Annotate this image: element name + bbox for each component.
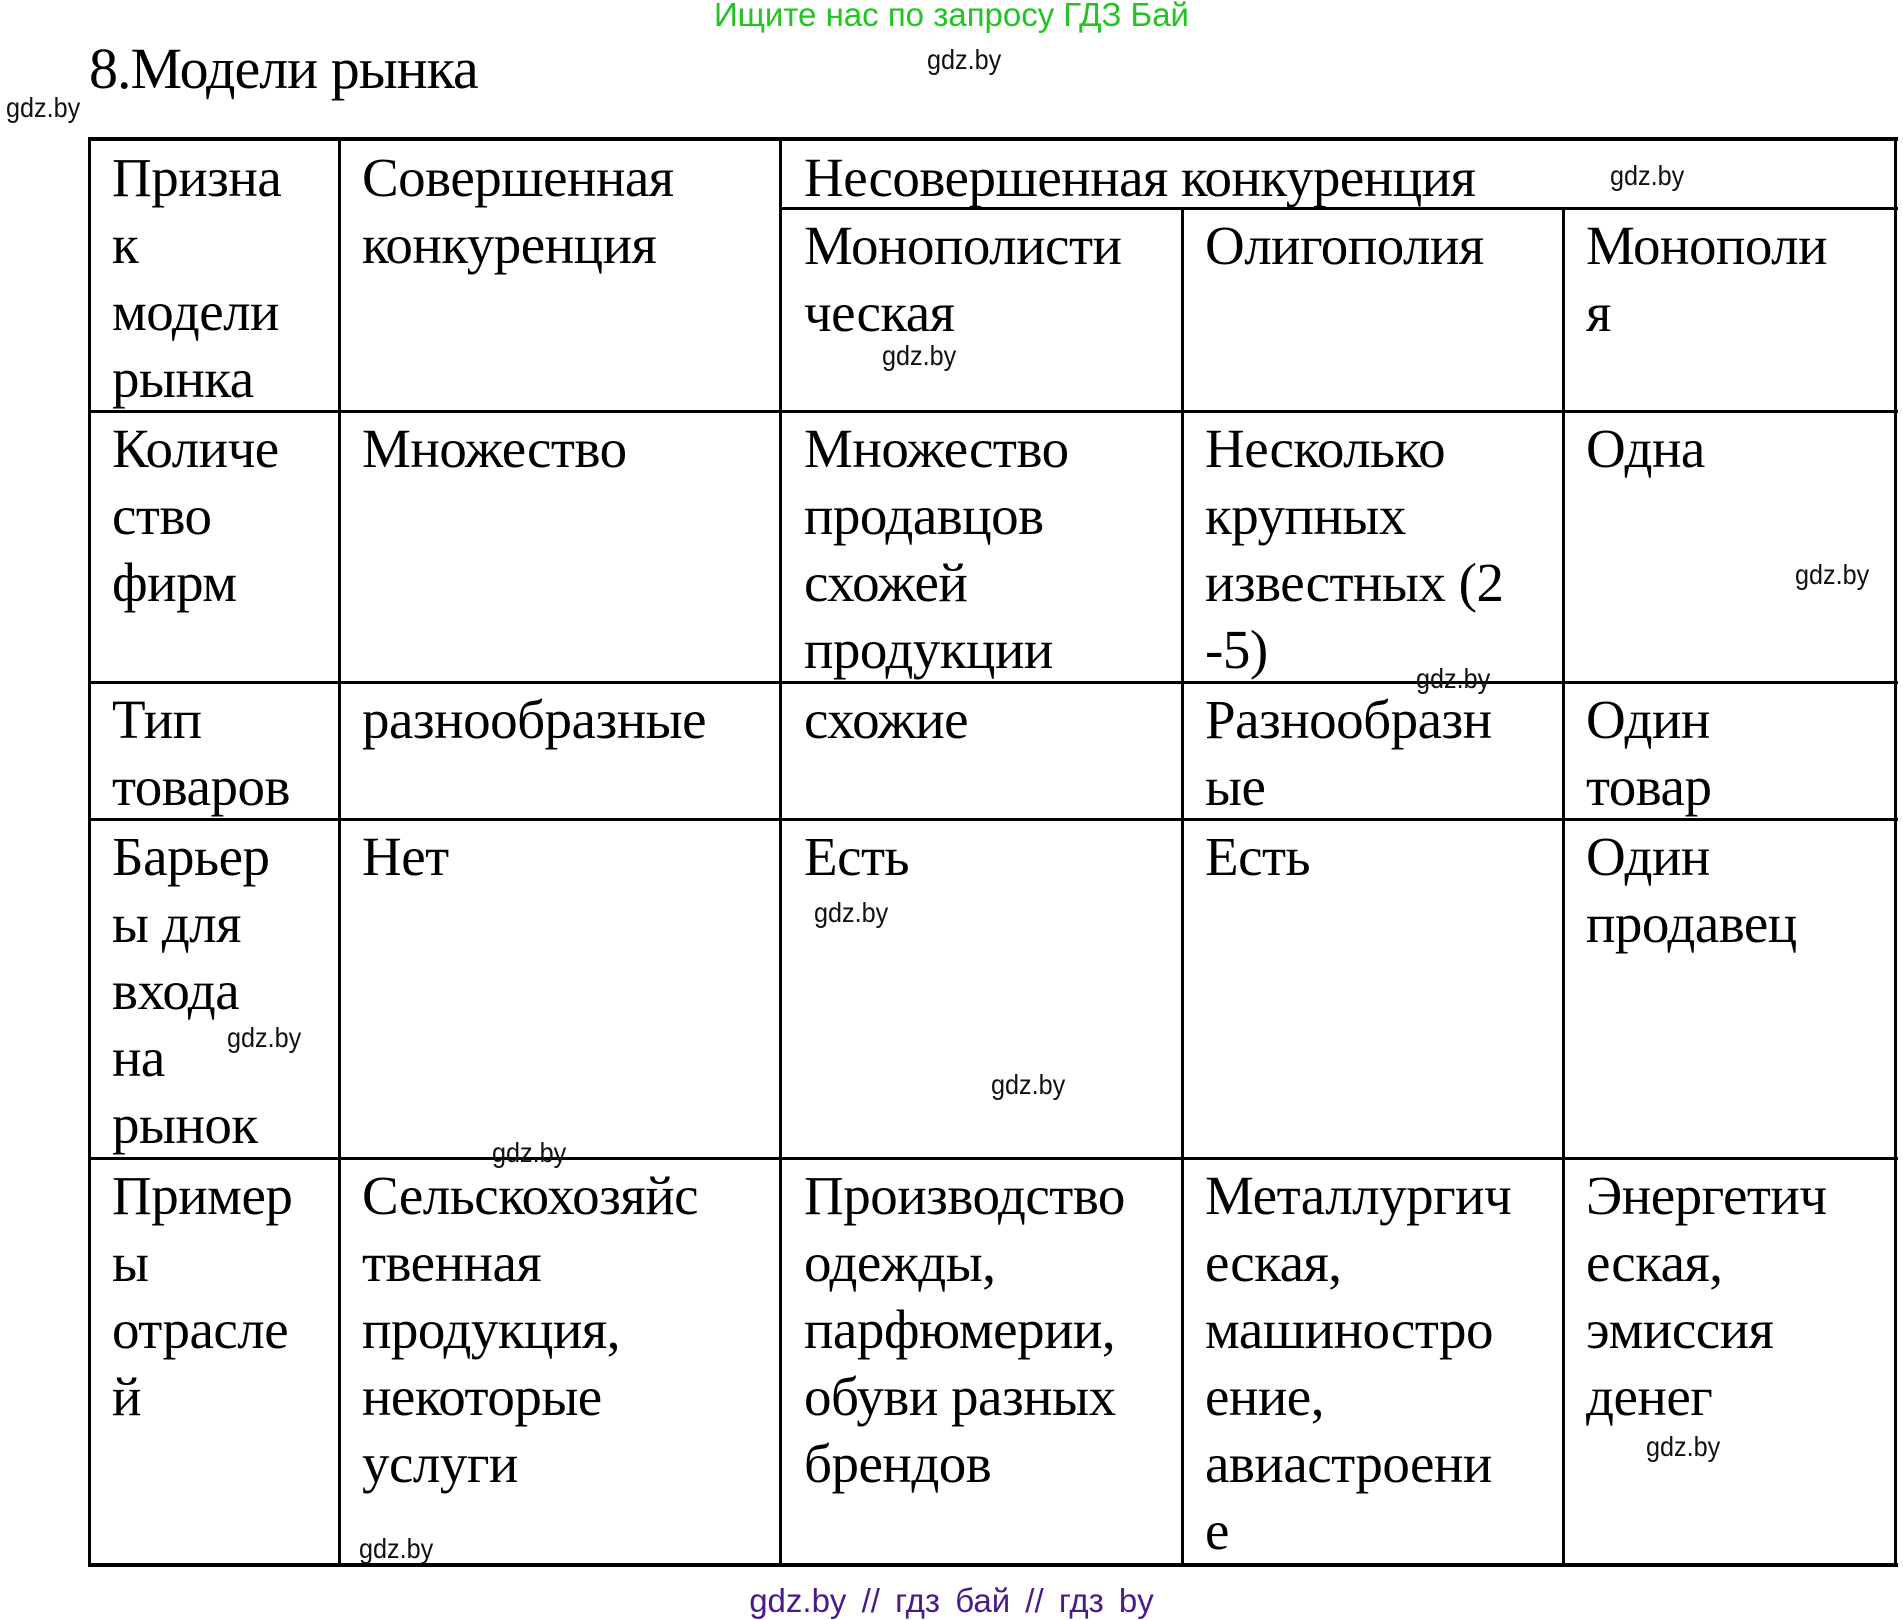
table-border-top (89, 137, 1898, 141)
top-banner: Ищите нас по запросу ГДЗ Бай (714, 0, 1189, 33)
row-oligopoly: Есть (1205, 826, 1311, 887)
watermark: gdz.by (991, 1069, 1066, 1100)
row-monopoly: Один товар (1586, 689, 1712, 817)
bottom-banner: gdz.by // гдз бай // гдз by (749, 1582, 1154, 1619)
watermark: gdz.by (227, 1022, 302, 1053)
watermark: gdz.by (927, 44, 1002, 75)
row-monopoly: Энергетич еская, эмиссия денег (1586, 1165, 1827, 1427)
table-divider (1894, 137, 1897, 1567)
table-divider (779, 137, 782, 1567)
watermark: gdz.by (1646, 1431, 1721, 1462)
row-perfect: Сельскохозяйс твенная продукция, некоторые услуги (362, 1165, 699, 1494)
table-divider (338, 137, 341, 1567)
header-imperfect-competition: Несовершенная конкуренция (804, 147, 1476, 208)
row-monopolistic: схожие (804, 689, 969, 750)
row-perfect: Множество (362, 418, 627, 479)
page-title: 8.Модели рынка (89, 36, 478, 101)
header-monopolistic: Монополисти ческая (804, 215, 1122, 343)
row-oligopoly: Несколько крупных известных (2 -5) (1205, 418, 1504, 680)
row-feature: Тип товаров (112, 689, 290, 817)
watermark: gdz.by (6, 92, 81, 123)
row-monopoly: Одна (1586, 418, 1705, 479)
row-monopolistic: Множество продавцов схожей продукции (804, 418, 1069, 680)
row-feature: Количе ство фирм (112, 418, 279, 613)
row-perfect: Нет (362, 826, 449, 887)
table-divider (88, 137, 91, 1567)
watermark: gdz.by (492, 1137, 567, 1168)
watermark: gdz.by (814, 897, 889, 928)
watermark: gdz.by (1795, 559, 1870, 590)
watermark: gdz.by (359, 1533, 434, 1564)
watermark: gdz.by (1610, 160, 1685, 191)
row-feature: Барьер ы для входа на рынок (112, 826, 270, 1155)
row-monopoly: Один продавец (1586, 826, 1797, 954)
header-oligopoly: Олигополия (1205, 215, 1484, 276)
table-divider (89, 410, 1898, 413)
header-perfect-competition: Совершенная конкуренция (362, 147, 674, 275)
row-oligopoly: Металлургич еская, машиностро ение, авиастроени е (1205, 1165, 1512, 1561)
table-divider (1562, 207, 1565, 1567)
table-divider (89, 1157, 1898, 1160)
row-feature: Пример ы отрасле й (112, 1165, 293, 1427)
row-oligopoly: Разнообразн ые (1205, 689, 1492, 817)
row-monopolistic: Есть (804, 826, 910, 887)
header-feature: Призна к модели рынка (112, 147, 282, 409)
watermark: gdz.by (1416, 663, 1491, 694)
row-monopolistic: Производство одежды, парфюмерии, обуви разных брендов (804, 1165, 1125, 1494)
watermark: gdz.by (882, 340, 957, 371)
header-monopoly: Монополи я (1586, 215, 1828, 343)
table-divider (1181, 207, 1184, 1567)
row-perfect: разнообразные (362, 689, 706, 750)
